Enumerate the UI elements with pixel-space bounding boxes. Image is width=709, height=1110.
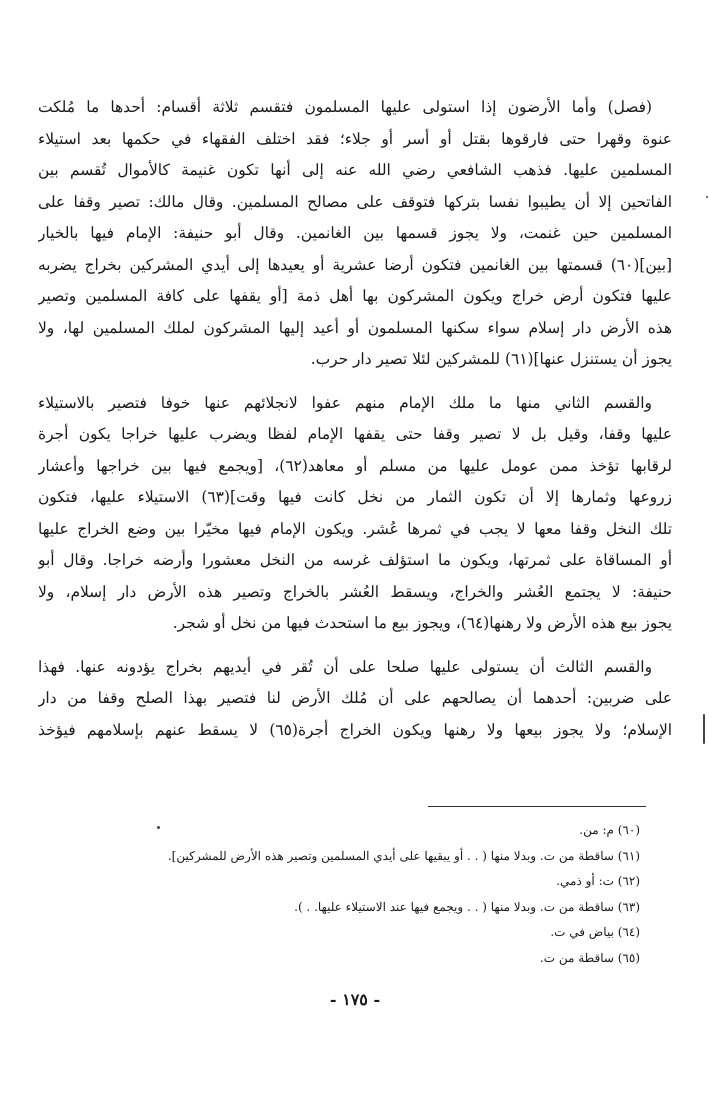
footnote: (٦٢) ت: أو ذمي. — [556, 874, 640, 888]
footnote: (٦٥) ساقطة من ت. — [539, 950, 640, 965]
text-line: المسلمين حين غنمت، ولا يجوز قسمها بين الغانمين. وقال أبو حنيفة: الإمام فيها بالخيار — [38, 224, 672, 242]
scan-speck — [157, 826, 160, 829]
paragraph-third-section — [38, 652, 672, 747]
text-line: عنوة وقهرا حتى فارقوها بقتل أو أسر أو جلاء؛ فقد اختلف الفقهاء في حكمها بعد استيلاء — [38, 129, 672, 148]
footnote: (٦٤) بياض في ت. — [550, 925, 640, 939]
text-line: يجوز أن يستنزل عنها](٦١) للمشركين لئلا تصير دار حرب. — [310, 350, 672, 368]
text-line: زروعها وثمارها إلا أن تكون الثمار من نخل كانت فيها وقت](٦٣) الاستيلاء عليها، فتكون — [38, 488, 672, 506]
text-line: على ضربين: أحدهما أن يصالحهم على أن مُلك الأرض لنا فتصير بهذا الصلح وقفا من دار — [38, 689, 672, 707]
text-line: والقسم الثاني منها ما ملك الإمام منهم عفوا لانجلائهم عنها خوفا فتصير بالاستيلاء — [38, 393, 652, 412]
text-line: يجوز بيع هذه الأرض ولا رهنها(٦٤)، ويجوز بيع ما استحدث فيها من نخل أو شجر. — [172, 614, 672, 632]
text-line: الإسلام؛ ولا يجوز بيعها ولا رهنها ويكون الخراج أجرة(٦٥) لا يسقط عنهم بإسلامهم فيؤخذ — [38, 720, 672, 739]
text-line: هذه الأرض دار إسلام سواء سكنها المسلمون أو أعيد إليها المشركون لملك المسلمين لها، ولا — [38, 318, 672, 337]
text-line: تلك النخل وقفا معها لا يجب في ثمرها عُشر. ويكون الإمام فيها مخيّرا بين وضع الخراج عليها — [38, 519, 672, 538]
text-line: (فصل) وأما الأرضون إذا استولى عليها المسلمون فتقسم ثلاثة أقسام: أحدها ما مُلكت — [38, 98, 652, 116]
text-line: المسلمين عليها. فذهب الشافعي رضي الله عنه إلى أنها تكون غنيمة كالأموال تُقسم بين — [38, 161, 672, 179]
footnote: (٦١) ساقطة من ت. وبدلا منها ( . . أو يبقيها على أيدي المسلمين وتصير هذه الأرض للمشركين]. — [167, 848, 640, 863]
text-line: لرقابها تؤخذ ممن عومل عليها من مسلم أو معاهد(٦٢)، [ويجمع فيها بين خراجها وأعشار — [38, 456, 672, 475]
scan-speck — [703, 714, 705, 744]
paragraph-first-section — [38, 92, 672, 376]
scan-speck — [706, 196, 708, 198]
text-line: الفاتحين إلا أن يطيبوا نفسا بتركها فتوقف على مصالح المسلمين. وقال مالك: تصير وقفا على — [38, 192, 672, 211]
footnotes — [60, 818, 640, 971]
text-line: والقسم الثالث أن يستولى عليها صلحا على أن تُقر في أيديهم بخراج يؤدونه عنها. فهذا — [38, 657, 652, 676]
text-line: حنيفة: لا يجتمع العُشر والخراج، ويسقط العُشر بالخراج وتصير هذه الأرض دار إسلام، ولا — [38, 582, 672, 601]
text-line: أو المساقاة على ثمرتها، ويكون ما استؤلف غرسه من النخل معشورا وأرضه خراجا. وقال أبو — [38, 551, 672, 569]
footnote: (٦٣) ساقطة من ت. وبدلا منها ( . . ويجمع فيها عند الاستيلاء عليها. . ). — [294, 899, 640, 914]
text-line: عليها فتكون أرض خراج ويكون المشركون بها أهل ذمة [أو يقفها على كافة المسلمين وتصير — [38, 287, 672, 305]
footnote: (٦٠) م: من. — [579, 823, 640, 837]
text-line: [بين](٦٠) قسمتها بين الغانمين فتكون أرضا عشرية أو يعيدها إلى أيدي المشركين بخراج يضربه — [38, 255, 672, 274]
text-line: عليها وقفا، وقيل بل لا تصير وقفا حتى يقفها الإمام لفظا ويضرب عليها خراجا يكون أجرة — [38, 425, 672, 443]
footnote-separator — [428, 806, 646, 807]
main-text — [38, 92, 672, 758]
paragraph-second-section — [38, 388, 672, 640]
page-number: - ١٧٥ - — [329, 990, 381, 1009]
